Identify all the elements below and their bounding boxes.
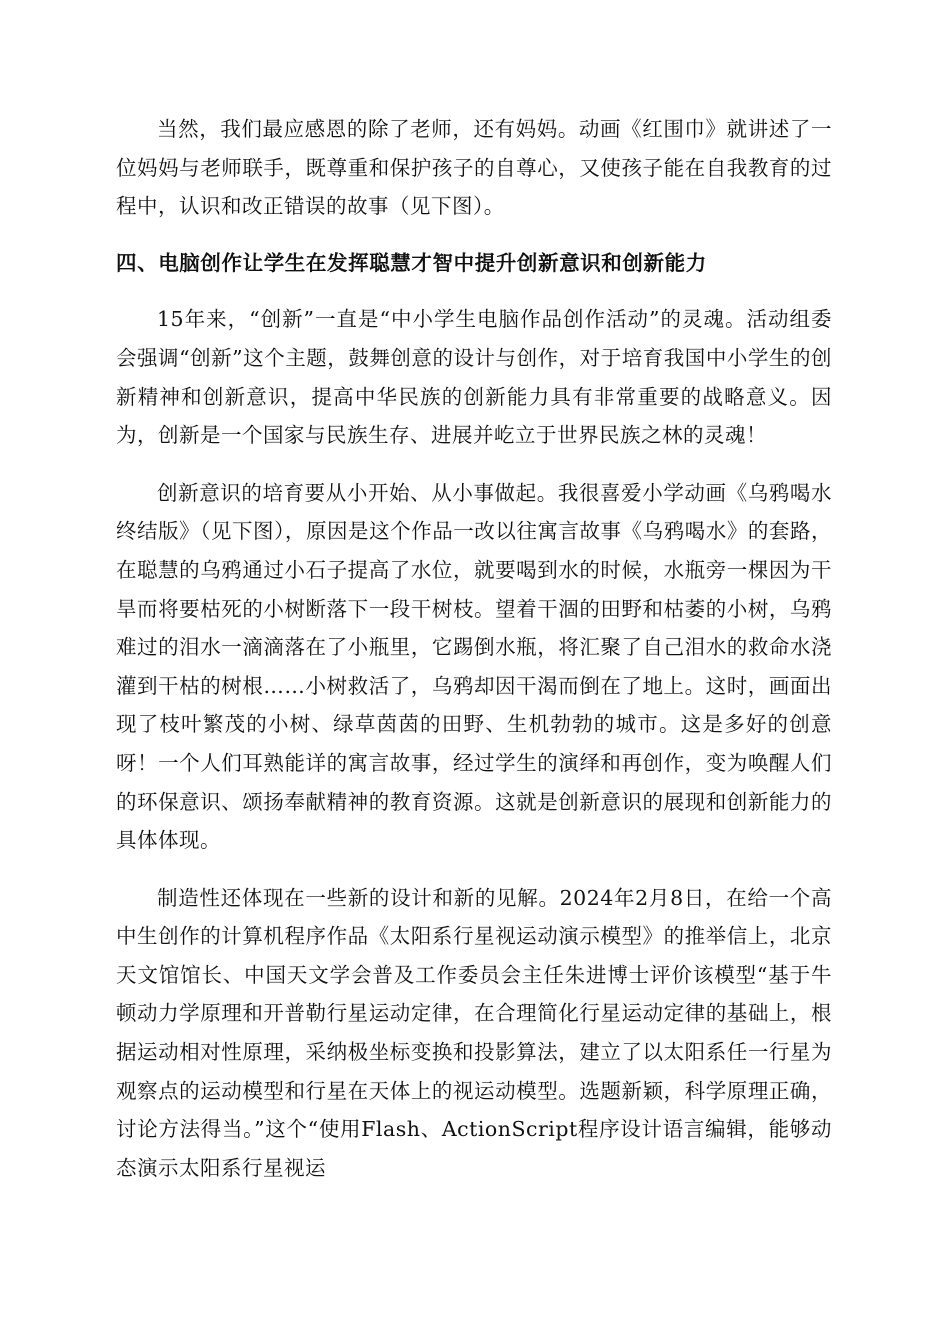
paragraph-gratitude-mother: 当然，我们最应感恩的除了老师，还有妈妈。动画《红围巾》就讲述了一位妈妈与老师联手，既尊重和保护孩子的自尊心，又使孩子能在自我教育的过程中，认识和改正错误的故事（见下图）。 <box>116 117 832 219</box>
paragraph-innovation-soul: 15年来，“创新”一直是“中小学生电脑作品创作活动”的灵魂。活动组委会强调“创新”这个主题，鼓舞创意的设计与创作，对于培育我国中小学生的创新精神和创新意识，提高中华民族的创新能力具有非常重要的战略意义。因为，创新是一个国家与民族生存、进展并屹立于世界民族之林的灵魂！ <box>116 307 832 448</box>
paragraph-solar-system-model: 制造性还体现在一些新的设计和新的见解。2024年2月8日，在给一个高中生创作的计算机程序作品《太阳系行星视运动演示模型》的推举信上，北京天文馆馆长、中国天文学会普及工作委员会主任朱进博士评价该模型“基于牛顿动力学原理和开普勒行星运动定律，在合理简化行星运动定律的基础上，根据运动相对性原理，采纳极坐标变换和投影算法，建立了以太阳系任一行星为观察点的运动模型和行星在天体上的视运动模型。选题新颖，科学原理正确，讨论方法得当。”这个“使用Flash、ActionScript程序设计语言编辑，能够动态演示太阳系行星视运 <box>116 885 832 1180</box>
document-body <box>116 110 832 1187</box>
section-heading-four: 四、电脑创作让学生在发挥聪慧才智中提升创新意识和创新能力 <box>116 250 707 275</box>
paragraph-crow-drinks-water: 创新意识的培育要从小开始、从小事做起。我很喜爱小学动画《乌鸦喝水终结版》（见下图），原因是这个作品一改以往寓言故事《乌鸦喝水》的套路，在聪慧的乌鸦通过小石子提高了水位，就要喝到水的时候，水瓶旁一棵因为干旱而将要枯死的小树断落下一段干树枝。望着干涸的田野和枯萎的小树，乌鸦难过的泪水一滴滴落在了小瓶里，它踢倒水瓶，将汇聚了自己泪水的救命水浇灌到干枯的树根……小树救活了，乌鸦却因干渴而倒在了地上。这时，画面出现了枝叶繁茂的小树、绿草茵茵的田野、生机勃勃的城市。这是多好的创意呀！一个人们耳熟能详的寓言故事，经过学生的演绎和再创作，变为唤醒人们的环保意识、颂扬奉献精神的教育资源。这就是创新意识的展现和创新能力的具体体现。 <box>116 480 832 853</box>
